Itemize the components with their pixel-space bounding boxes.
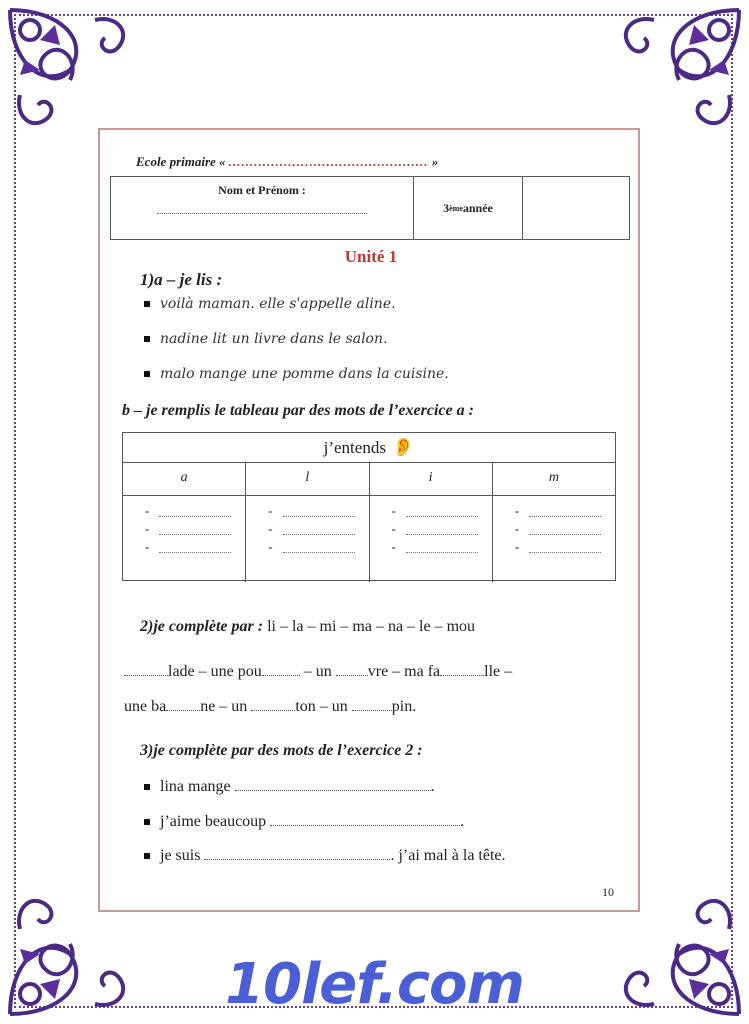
grade-cell [414,177,523,239]
answer-line[interactable] [283,506,355,517]
dash: - [145,521,150,536]
dash: - [268,503,273,518]
grade-word: année [462,200,493,215]
page-number: 10 [602,885,614,899]
answer-blank[interactable] [251,710,295,711]
answer-row[interactable] [145,520,245,538]
dash: - [145,539,150,554]
reading-line [144,366,449,382]
answer-line[interactable] [283,524,355,535]
school-quote-close: » [431,154,439,169]
answer-blank[interactable] [270,825,460,826]
dash: - [268,521,273,536]
answer-blank[interactable] [336,675,368,676]
fill-line-2 [124,698,416,716]
sentence-text: lina mange [160,778,235,795]
answer-row[interactable] [145,538,245,556]
dash: - [514,503,520,518]
sound-table-header [123,433,615,463]
answer-line[interactable] [159,524,231,535]
reading-line [144,331,387,347]
sentence-line [144,847,506,865]
answer-line[interactable] [159,542,231,553]
site-watermark: 10lef.com [225,952,524,1017]
identity-table [110,176,630,240]
exercise-2-title-line [140,618,475,636]
answer-row[interactable] [268,520,368,538]
bullet-icon [144,819,150,825]
answer-blank[interactable] [235,790,431,791]
answer-row[interactable] [268,502,368,520]
sentence-line [144,778,435,796]
answer-row[interactable] [392,502,492,520]
exercise-1b-title: b – je remplis le tableau par des mots de l’exercice a : [122,402,474,419]
worksheet-page [98,128,640,912]
answer-column [493,496,615,582]
fill-text: ton – un [295,698,352,715]
answer-line[interactable] [529,524,601,535]
unit-title: Unité 1 [344,247,398,266]
school-dots: ............................................... [228,154,429,169]
answer-column [370,496,493,582]
ear-icon: 👂 [391,437,415,457]
bullet-icon [144,784,150,790]
answer-row[interactable] [515,502,615,520]
reading-line [144,296,396,312]
answer-row[interactable] [515,520,615,538]
sentence-end: . [460,813,465,830]
dash: - [268,539,273,554]
sound-table-title: j’entends [323,437,386,457]
school-quote-open: « [219,154,226,169]
fill-text: vre – ma fa [367,663,441,680]
answer-blank[interactable] [166,710,200,711]
answer-blank[interactable] [124,675,168,676]
column-head: i [370,463,493,495]
answer-line[interactable] [406,524,478,535]
fill-text: ne – un [200,698,252,715]
answer-column [123,496,246,582]
dash: - [514,521,520,536]
fill-text: pin. [391,698,417,715]
sentence-text: j’aime beaucoup [160,813,271,830]
answer-line[interactable] [529,542,601,553]
answer-row[interactable] [392,520,492,538]
bullet-icon [144,336,150,342]
name-label: Nom et Prénom : [218,183,306,197]
sentence-text: je suis [160,847,205,864]
answer-line[interactable] [283,542,355,553]
sentence-end: . j’ai mal à la tête. [390,847,506,864]
bullet-icon [144,371,150,377]
exercise-3-title: 3)je complète par des mots de l’exercice 2 : [140,742,423,759]
grade-number: 3 [443,200,450,215]
answer-blank[interactable] [262,675,300,676]
fill-text: – un [299,663,336,680]
exercise-2-title: 2)je complète par : [140,618,264,635]
reading-text: malo mange une pomme dans la cuisine. [160,366,449,382]
fill-text: une ba [124,698,167,715]
answer-row[interactable] [515,538,615,556]
answer-row[interactable] [392,538,492,556]
answer-line[interactable] [406,542,478,553]
answer-row[interactable] [268,538,368,556]
bullet-icon [144,301,150,307]
answer-line[interactable] [529,506,601,517]
answer-line[interactable] [406,506,478,517]
answer-column [246,496,369,582]
sentence-end: . [430,778,435,795]
exercise-2-options: li – la – mi – ma – na – le – mou [263,618,476,635]
answer-row[interactable] [145,502,245,520]
reading-text: voilà maman. elle s'appelle aline. [160,296,396,312]
sound-table [122,432,616,581]
answer-line[interactable] [159,506,231,517]
school-label: Ecole primaire [136,154,216,169]
exercise-1a-title: 1)a – je lis : [140,270,223,289]
sound-table-body [123,496,615,582]
school-line [136,154,438,170]
answer-blank[interactable] [440,675,484,676]
fill-text: lade – une pou [168,663,262,680]
dash: - [391,539,396,554]
blank-cell[interactable] [523,177,629,239]
answer-blank[interactable] [352,710,392,711]
sentence-line [144,813,464,831]
column-head: m [548,470,559,485]
answer-blank[interactable] [204,859,390,860]
dash: - [514,539,520,554]
column-head: a [123,463,246,495]
dash: - [145,503,150,518]
bullet-icon [144,853,150,859]
fill-line-1 [124,663,512,681]
fill-text: lle – [484,663,513,680]
sound-columns [123,463,615,496]
dash: - [391,521,396,536]
reading-text: nadine lit un livre dans le salon. [160,331,388,347]
dash: - [391,503,396,518]
name-cell[interactable] [111,177,414,239]
grade-superscript: ème [449,203,463,213]
column-head: l [246,463,369,495]
name-answer-line[interactable] [157,213,367,214]
